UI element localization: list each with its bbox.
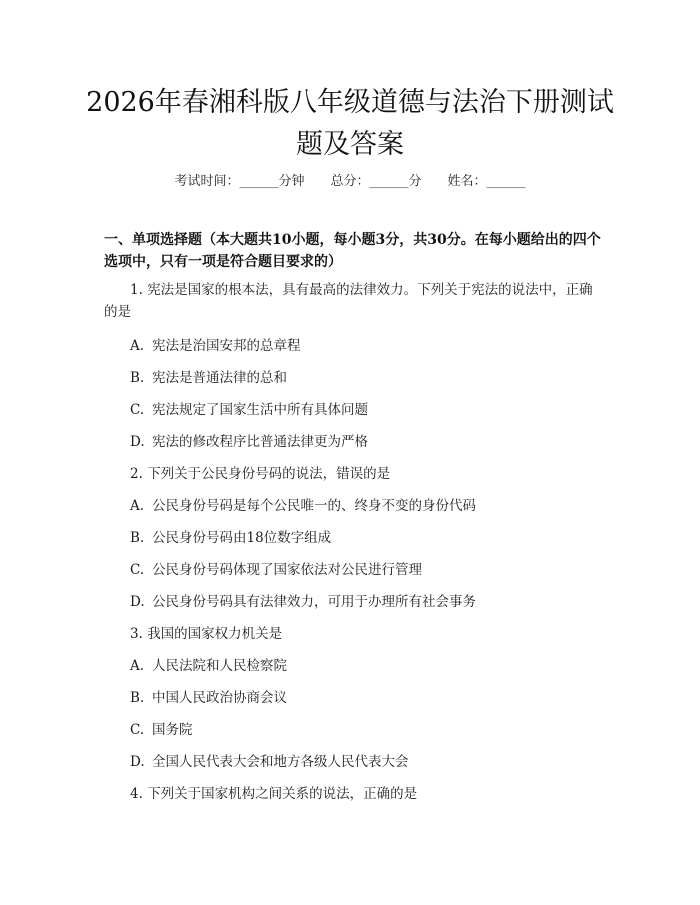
question-number: 4. (130, 786, 143, 802)
option-item (130, 430, 368, 450)
option-letter: A. (130, 338, 145, 354)
question-text: 我国的国家权力机关是 (147, 626, 283, 642)
option-item (130, 526, 331, 546)
option-text: 全国人民代表大会和地方各级人民代表大会 (152, 754, 409, 770)
question-text: 下列关于国家机构之间关系的说法，正确的是 (147, 786, 418, 802)
option-letter: C. (130, 402, 145, 418)
option-letter: D. (130, 754, 145, 770)
option-item (130, 398, 368, 418)
option-letter: D. (130, 594, 145, 610)
option-item (130, 334, 301, 354)
question-text: 宪法是国家的根本法，具有最高的法律效力。下列关于宪法的说法中，正确的是 (104, 282, 593, 320)
option-text: 公民身份号码体现了国家依法对公民进行管理 (152, 562, 422, 578)
option-item (130, 366, 287, 386)
student-name-label: 姓名：______ (447, 174, 526, 189)
option-item (130, 590, 476, 610)
option-text: 人民法院和人民检察院 (152, 658, 287, 674)
option-letter: D. (130, 434, 145, 450)
option-item (130, 750, 409, 770)
option-letter: C. (130, 562, 145, 578)
option-letter: C. (130, 722, 145, 738)
option-letter: B. (130, 370, 145, 386)
option-text: 宪法是治国安邦的总章程 (152, 338, 301, 354)
option-letter: B. (130, 690, 145, 706)
option-item (130, 686, 287, 706)
option-text: 宪法的修改程序比普通法律更为严格 (152, 434, 368, 450)
option-text: 宪法是普通法律的总和 (152, 370, 287, 386)
option-text: 公民身份号码是每个公民唯一的、终身不变的身份代码 (152, 498, 476, 514)
document-title: 2026年春湘科版八年级道德与法治下册测试题及答案 (86, 87, 614, 160)
option-letter: A. (130, 498, 145, 514)
option-text: 中国人民政治协商会议 (152, 690, 287, 706)
option-text: 公民身份号码由18位数字组成 (152, 530, 332, 546)
question-stem (130, 782, 417, 802)
question-stem (104, 279, 604, 323)
option-letter: B. (130, 530, 145, 546)
option-text: 公民身份号码具有法律效力，可用于办理所有社会事务 (152, 594, 476, 610)
total-score-label: 总分：______分 (330, 174, 422, 189)
question-number: 2. (130, 466, 143, 482)
option-text: 国务院 (152, 722, 193, 738)
option-item (130, 494, 476, 514)
option-text: 宪法规定了国家生活中所有具体问题 (152, 402, 368, 418)
question-number: 1. (130, 282, 143, 298)
question-text: 下列关于公民身份号码的说法，错误的是 (147, 466, 391, 482)
option-item (130, 654, 287, 674)
option-item (130, 718, 193, 738)
question-stem (130, 622, 282, 642)
exam-info-row (0, 170, 700, 189)
exam-time-label: 考试时间：______分钟 (174, 174, 305, 189)
option-letter: A. (130, 658, 145, 674)
question-number: 3. (130, 626, 143, 642)
question-stem (130, 462, 390, 482)
section-heading: 一、单项选择题（本大题共10小题，每小题3分，共30分。在每小题给出的四个选项中，只有一项是符合题目要求的） (104, 232, 601, 270)
option-item (130, 558, 422, 578)
